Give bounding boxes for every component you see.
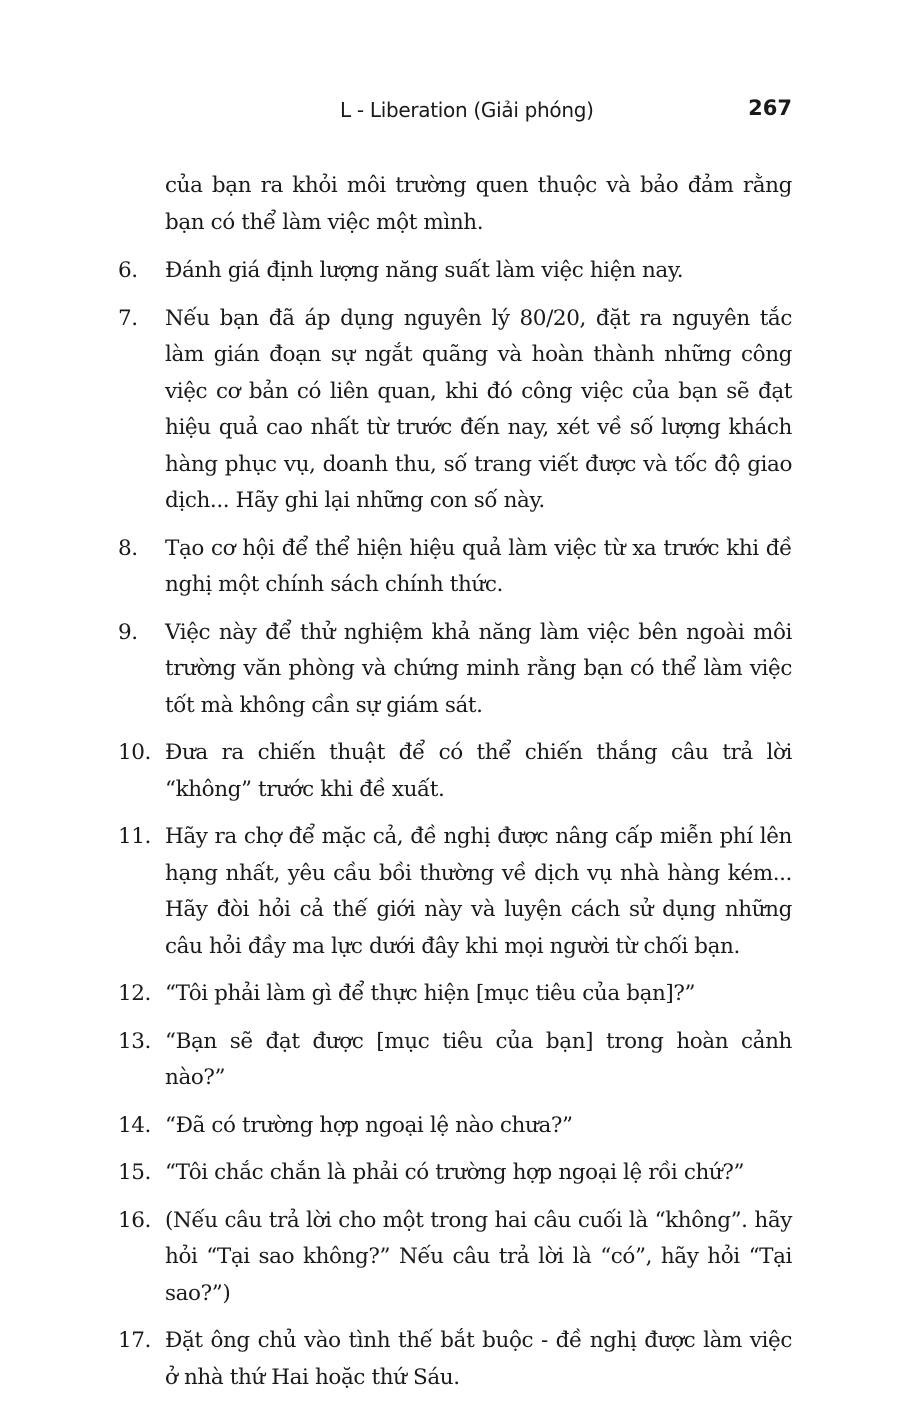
- list-item-text: “Tôi phải làm gì để thực hiện [mục tiêu của bạn]?”: [165, 981, 696, 1006]
- list-item-text: “Tôi chắc chắn là phải có trường hợp ngoại lệ rồi chứ?”: [165, 1160, 745, 1185]
- list-item-number: 10.: [118, 740, 151, 765]
- list-item: [118, 1108, 792, 1145]
- page-number: 267: [748, 96, 792, 120]
- list-item: [118, 1024, 792, 1097]
- list-item-number: 11.: [118, 824, 151, 849]
- list-item-number: 8.: [118, 535, 138, 561]
- list-item-text: Tạo cơ hội để thể hiện hiệu quả làm việc từ xa trước khi đề nghị một chính sách chính thức.: [165, 535, 792, 597]
- list-item-text: Đánh giá định lượng năng suất làm việc hiện nay.: [165, 258, 684, 283]
- list-item-number: 15.: [118, 1160, 151, 1185]
- list-item-number: 9.: [118, 619, 138, 645]
- running-title: L - Liberation (Giải phóng): [340, 98, 594, 122]
- list-item: [118, 531, 792, 604]
- numbered-list: [118, 253, 792, 1396]
- list-item: [118, 615, 792, 725]
- list-item-text: “Đã có trường hợp ngoại lệ nào chưa?”: [165, 1112, 573, 1138]
- list-item-number: 13.: [118, 1028, 151, 1054]
- list-item: [118, 735, 792, 808]
- list-item-number: 17.: [118, 1328, 151, 1353]
- list-item-text: Hãy ra chợ để mặc cả, đề nghị được nâng cấp miễn phí lên hạng nhất, yêu cầu bồi thường về dịch vụ nhà hàng kém... Hãy đòi hỏi cả thế giới này và luyện cách sử dụng những câu hỏi đầy ma lực dưới đây khi mọi người từ chối bạn.: [165, 824, 792, 959]
- running-header: [0, 92, 910, 132]
- list-item-number: 7.: [118, 305, 138, 331]
- list-item-text: Đưa ra chiến thuật để có thể chiến thắng câu trả lời “không” trước khi đề xuất.: [165, 740, 792, 802]
- body-text: [118, 168, 792, 1407]
- list-item: [118, 1155, 792, 1192]
- list-item: [118, 1203, 792, 1313]
- list-item: [118, 301, 792, 520]
- list-item-text: (Nếu câu trả lời cho một trong hai câu cuối là “không”. hãy hỏi “Tại sao không?” Nếu câu trả lời là “có”, hãy hỏi “Tại sao?”): [165, 1207, 792, 1306]
- list-item: [118, 976, 792, 1013]
- list-item-number: 6.: [118, 258, 138, 283]
- list-item-text: Đặt ông chủ vào tình thế bắt buộc - đề nghị được làm việc ở nhà thứ Hai hoặc thứ Sáu.: [165, 1328, 792, 1390]
- list-item-number: 16.: [118, 1207, 151, 1233]
- list-item: [118, 1323, 792, 1396]
- list-item-number: 14.: [118, 1112, 151, 1138]
- list-item-text: Việc này để thử nghiệm khả năng làm việc bên ngoài môi trường văn phòng và chứng minh rằng bạn có thể làm việc tốt mà không cần sự giám sát.: [165, 619, 792, 718]
- continuation-paragraph: của bạn ra khỏi môi trường quen thuộc và bảo đảm rằng bạn có thể làm việc một mình.: [165, 173, 792, 235]
- list-item-text: “Bạn sẽ đạt được [mục tiêu của bạn] trong hoàn cảnh nào?”: [165, 1028, 792, 1090]
- list-item-number: 12.: [118, 981, 151, 1006]
- list-item: [118, 819, 792, 965]
- list-item-text: Nếu bạn đã áp dụng nguyên lý 80/20, đặt ra nguyên tắc làm gián đoạn sự ngắt quãng và hoàn thành những công việc cơ bản có liên quan, khi đó công việc của bạn sẽ đạt hiệu quả cao nhất từ trước đến nay, xét về số lượng khách hàng phục vụ, doanh thu, số trang viết được và tốc độ giao dịch... Hãy ghi lại những con số này.: [165, 305, 792, 513]
- list-item: [118, 253, 792, 290]
